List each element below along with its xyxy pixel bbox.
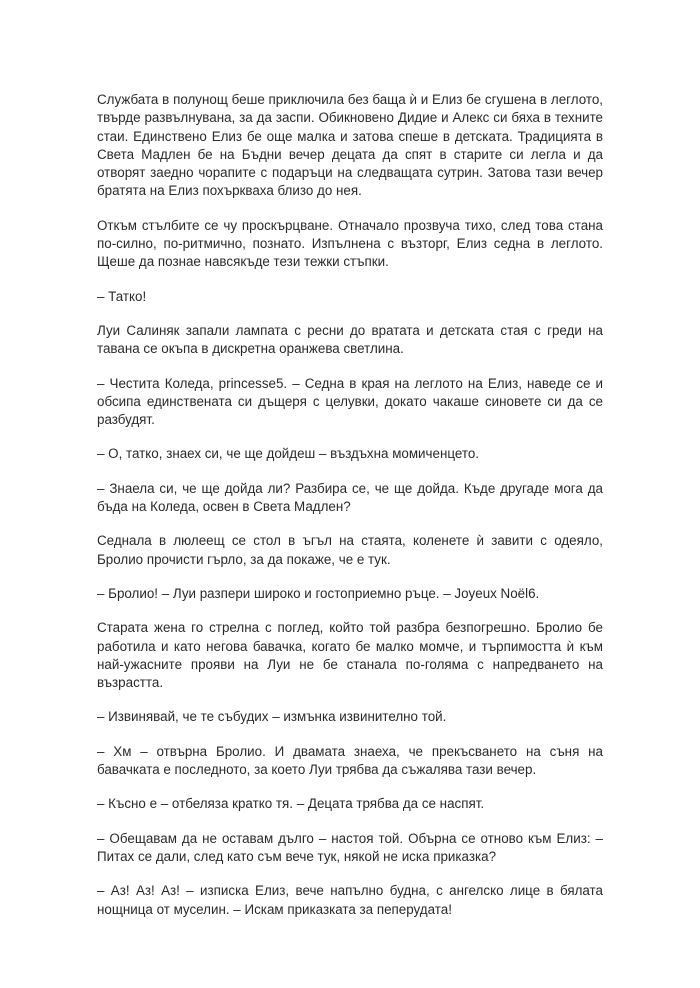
paragraph: Старата жена го стрелна с поглед, който той разбра безпогрешно. Бролио бе работила и като негова бавачка, когато бе малко момче, и търпимостта ѝ към най-ужасните прояви на Луи не бе станала по-голяма с напредването на възрастта. xyxy=(97,620,603,691)
paragraph: – Татко! xyxy=(97,288,147,304)
paragraph: Службата в полунощ беше приключила без баща ѝ и Елиз бе сгушена в леглото, твърде развълнувана, за да заспи. Обикновено Дидие и Алекс си бяха в техните стаи. Единствено Елиз бе още малка и затова спеше в детската. Традицията в Света Мадлен бе на Бъдни вечер децата да спят в старите си легла и да отворят заедно чорапите с подаръци на следващата сутрин. Затова тази вечер братята на Елиз похъркваха близо до нея. xyxy=(97,92,603,199)
paragraph: – Знаела си, че ще дойда ли? Разбира се, че ще дойда. Къде другаде мога да бъда на Коледа, освен в Света Мадлен? xyxy=(97,480,603,515)
paragraph: Седнала в люлеещ се стол в ъгъл на стаята, коленете ѝ завити с одеяло, Бролио прочисти гърло, за да покаже, че е тук. xyxy=(97,533,603,567)
paragraph: – Хм – отвърна Бролио. И двамата знаеха, че прекъсването на съня на бавачката е последното, за което Луи трябва да съжалява тази вечер. xyxy=(97,743,603,778)
paragraph: – Обещавам да не оставам дълго – настоя той. Обърна се отново към Елиз: – Питах се дали, след като съм вече тук, някой не иска приказка? xyxy=(97,830,603,864)
document-body xyxy=(97,91,603,935)
paragraph: – Аз! Аз! Аз! – изписка Елиз, вече напълно будна, с ангелско лице в бялата нощница от муселин. – Искам приказката за пеперудата! xyxy=(97,883,603,917)
paragraph: – Късно е – отбеляза кратко тя. – Децата трябва да се наспят. xyxy=(97,796,485,812)
paragraph: Луи Салиняк запали лампата с ресни до вратата и детската стая с греди на тавана се окъпа в дискретна оранжева светлина. xyxy=(97,322,603,357)
paragraph: – Извинявай, че те събудих – измънка извинително той. xyxy=(97,709,447,725)
paragraph: – Бролио! – Луи разпери широко и гостоприемно ръце. – Joyeux Noël6. xyxy=(97,585,540,601)
paragraph: Откъм стълбите се чу проскърцване. Отначало прозвуча тихо, след това стана по-силно, по-ритмично, познато. Изпълнена с възторг, Елиз седна в леглото. Щеше да познае навсякъде тези тежки стъпки. xyxy=(97,217,603,270)
paragraph: – Честита Коледа, princesse5. – Седна в края на леглото на Елиз, наведе се и обсипа единствената си дъщеря с целувки, докато чакаше синовете си да се разбудят. xyxy=(97,375,603,428)
paragraph: – О, татко, знаех си, че ще дойдеш – въздъхна момиченцето. xyxy=(97,446,480,462)
